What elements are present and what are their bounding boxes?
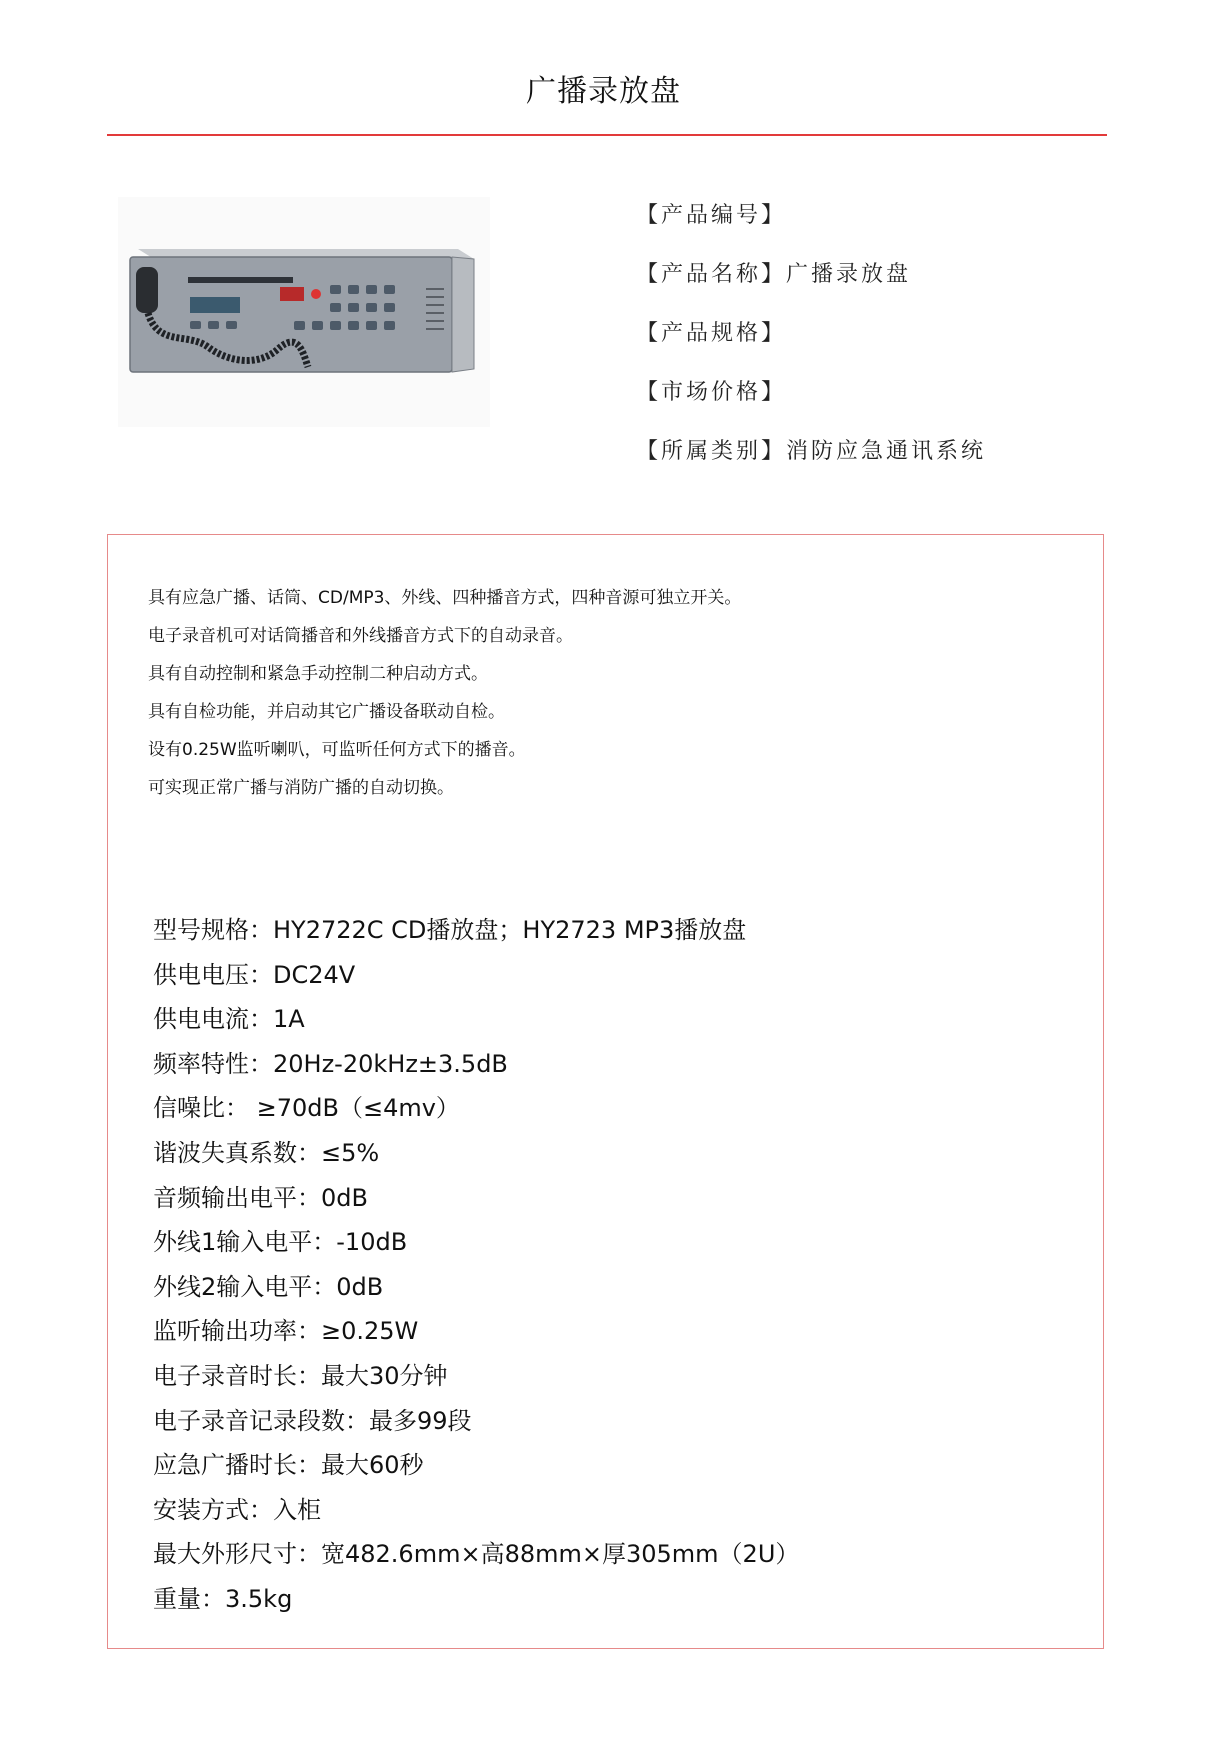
spec-item: 频率特性：20Hz-20kHz±3.5dB	[153, 1049, 508, 1078]
info-product-number	[636, 198, 1176, 257]
info-category	[636, 434, 1176, 493]
spec-item: 供电电流：1A	[153, 1005, 305, 1034]
feature-item: 具有应急广播、话筒、CD/MP3、外线、四种播音方式，四种音源可独立开关。	[148, 588, 742, 608]
feature-item: 设有0.25W监听喇叭，可监听任何方式下的播音。	[148, 740, 526, 760]
feature-item: 具有自检功能，并启动其它广播设备联动自检。	[148, 702, 505, 722]
info-label: 【产品名称】	[636, 262, 787, 287]
info-value: 消防应急通讯系统	[786, 439, 987, 464]
info-label: 【产品规格】	[636, 321, 787, 346]
info-label: 【市场价格】	[636, 380, 787, 405]
spec-item: 外线1输入电平：-10dB	[153, 1228, 408, 1257]
title-divider	[107, 134, 1107, 136]
spec-item: 监听输出功率：≥0.25W	[153, 1317, 419, 1346]
spec-item: 最大外形尺寸：宽482.6mm×高88mm×厚305mm（2U）	[153, 1540, 800, 1569]
spec-item: 重量：3.5kg	[153, 1584, 293, 1613]
product-photo	[118, 197, 490, 427]
spec-item: 外线2输入电平：0dB	[153, 1272, 384, 1301]
spec-item: 安装方式：入柜	[153, 1495, 321, 1524]
product-info-list	[636, 198, 1176, 493]
feature-item: 电子录音机可对话筒播音和外线播音方式下的自动录音。	[148, 626, 573, 646]
feature-list	[148, 583, 1068, 811]
feature-item: 具有自动控制和紧急手动控制二种启动方式。	[148, 664, 488, 684]
feature-item: 可实现正常广播与消防广播的自动切换。	[148, 778, 454, 798]
spec-item: 应急广播时长：最大60秒	[153, 1451, 424, 1480]
info-value: 广播录放盘	[786, 262, 912, 287]
spec-item: 供电电压：DC24V	[153, 960, 356, 989]
page-title: 广播录放盘	[526, 74, 681, 109]
info-label: 【所属类别】	[636, 439, 787, 464]
spec-item: 型号规格：HY2722C CD播放盘；HY2723 MP3播放盘	[153, 916, 747, 944]
info-market-price	[636, 375, 1176, 434]
info-label: 【产品编号】	[636, 203, 787, 228]
info-product-spec	[636, 316, 1176, 375]
spec-item: 信噪比： ≥70dB（≤4mv）	[153, 1094, 460, 1123]
spec-item: 电子录音时长：最大30分钟	[153, 1361, 448, 1390]
spec-item: 音频输出电平：0dB	[153, 1183, 368, 1212]
info-product-name	[636, 257, 1176, 316]
spec-list	[153, 911, 1073, 1625]
spec-item: 电子录音记录段数：最多99段	[153, 1406, 472, 1435]
spec-item: 谐波失真系数：≤5%	[153, 1138, 380, 1167]
